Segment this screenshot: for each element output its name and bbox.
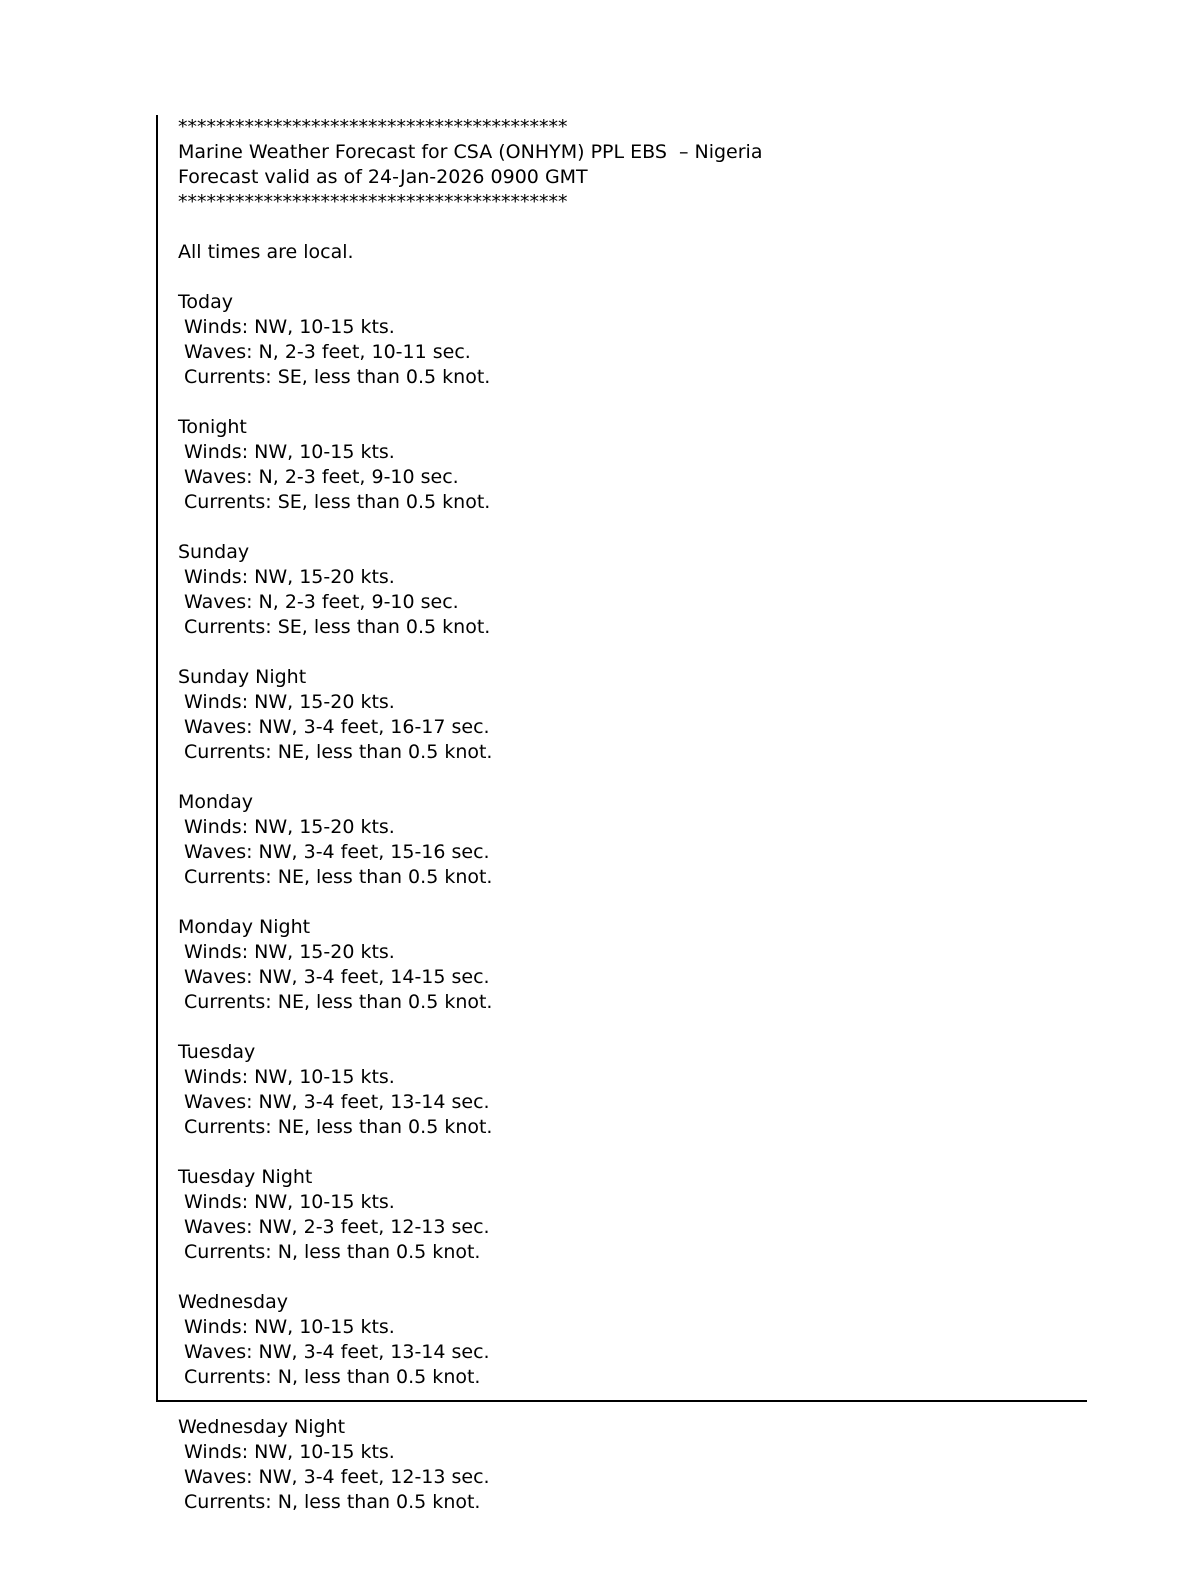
forecast-section-sunday-night — [178, 665, 762, 790]
currents-line: Currents: NE, less than 0.5 knot. — [178, 991, 493, 1013]
forecast-section-monday — [178, 790, 762, 915]
winds-line: Winds: NW, 10-15 kts. — [178, 316, 395, 338]
waves-line: Waves: NW, 3-4 feet, 12-13 sec. — [178, 1466, 490, 1488]
waves-line: Waves: N, 2-3 feet, 9-10 sec. — [178, 466, 459, 488]
day-heading: Monday — [178, 791, 254, 813]
winds-line: Winds: NW, 15-20 kts. — [178, 691, 395, 713]
currents-line: Currents: NE, less than 0.5 knot. — [178, 741, 493, 763]
blank-line — [178, 1140, 762, 1165]
waves-line: Waves: NW, 3-4 feet, 16-17 sec. — [178, 716, 490, 738]
day-heading: Tonight — [178, 416, 247, 438]
blank-line — [178, 640, 762, 665]
note-all-times-local: All times are local. — [178, 241, 354, 263]
day-heading: Tuesday Night — [178, 1166, 313, 1188]
blank-line — [178, 215, 762, 240]
blank-line — [178, 1390, 762, 1415]
blank-line — [178, 1265, 762, 1290]
forecast-section-tuesday — [178, 1040, 762, 1165]
currents-line: Currents: SE, less than 0.5 knot. — [178, 366, 491, 388]
winds-line: Winds: NW, 15-20 kts. — [178, 816, 395, 838]
currents-line: Currents: NE, less than 0.5 knot. — [178, 866, 493, 888]
forecast-section-monday-night — [178, 915, 762, 1040]
day-heading: Sunday — [178, 541, 250, 563]
day-heading: Today — [178, 291, 233, 313]
valid-timestamp: Forecast valid as of 24-Jan-2026 0900 GMT — [178, 166, 588, 188]
day-heading: Wednesday — [178, 1291, 289, 1313]
forecast-section-today — [178, 290, 762, 415]
separator-line-top: ***************************************** — [178, 116, 568, 138]
day-heading: Sunday Night — [178, 666, 307, 688]
winds-line: Winds: NW, 10-15 kts. — [178, 1316, 395, 1338]
waves-line: Waves: NW, 3-4 feet, 15-16 sec. — [178, 841, 490, 863]
winds-line: Winds: NW, 10-15 kts. — [178, 1441, 395, 1463]
winds-line: Winds: NW, 10-15 kts. — [178, 441, 395, 463]
day-heading: Tuesday — [178, 1041, 256, 1063]
day-heading: Monday Night — [178, 916, 311, 938]
forecast-section-wednesday — [178, 1290, 762, 1415]
currents-line: Currents: NE, less than 0.5 knot. — [178, 1116, 493, 1138]
currents-line: Currents: N, less than 0.5 knot. — [178, 1366, 481, 1388]
forecast-section-tuesday-night — [178, 1165, 762, 1290]
waves-line: Waves: NW, 2-3 feet, 12-13 sec. — [178, 1216, 490, 1238]
blank-line — [178, 515, 762, 540]
blank-line — [178, 765, 762, 790]
winds-line: Winds: NW, 15-20 kts. — [178, 566, 395, 588]
day-heading: Wednesday Night — [178, 1416, 346, 1438]
forecast-section-sunday — [178, 540, 762, 665]
forecast-document — [178, 115, 762, 1515]
forecast-section-tonight — [178, 415, 762, 540]
waves-line: Waves: N, 2-3 feet, 9-10 sec. — [178, 591, 459, 613]
blank-line — [178, 1015, 762, 1040]
currents-line: Currents: N, less than 0.5 knot. — [178, 1491, 481, 1513]
blank-line — [178, 390, 762, 415]
currents-line: Currents: SE, less than 0.5 knot. — [178, 616, 491, 638]
waves-line: Waves: NW, 3-4 feet, 13-14 sec. — [178, 1341, 490, 1363]
currents-line: Currents: N, less than 0.5 knot. — [178, 1241, 481, 1263]
page-left-border — [156, 115, 158, 1402]
currents-line: Currents: SE, less than 0.5 knot. — [178, 491, 491, 513]
blank-line — [178, 265, 762, 290]
winds-line: Winds: NW, 10-15 kts. — [178, 1191, 395, 1213]
forecast-section-wednesday-night — [178, 1415, 762, 1515]
waves-line: Waves: N, 2-3 feet, 10-11 sec. — [178, 341, 471, 363]
waves-line: Waves: NW, 3-4 feet, 13-14 sec. — [178, 1091, 490, 1113]
winds-line: Winds: NW, 15-20 kts. — [178, 941, 395, 963]
blank-line — [178, 890, 762, 915]
winds-line: Winds: NW, 10-15 kts. — [178, 1066, 395, 1088]
separator-line-bottom: ***************************************** — [178, 191, 568, 213]
waves-line: Waves: NW, 3-4 feet, 14-15 sec. — [178, 966, 490, 988]
document-title: Marine Weather Forecast for CSA (ONHYM) PPL EBS – Nigeria — [178, 141, 763, 163]
